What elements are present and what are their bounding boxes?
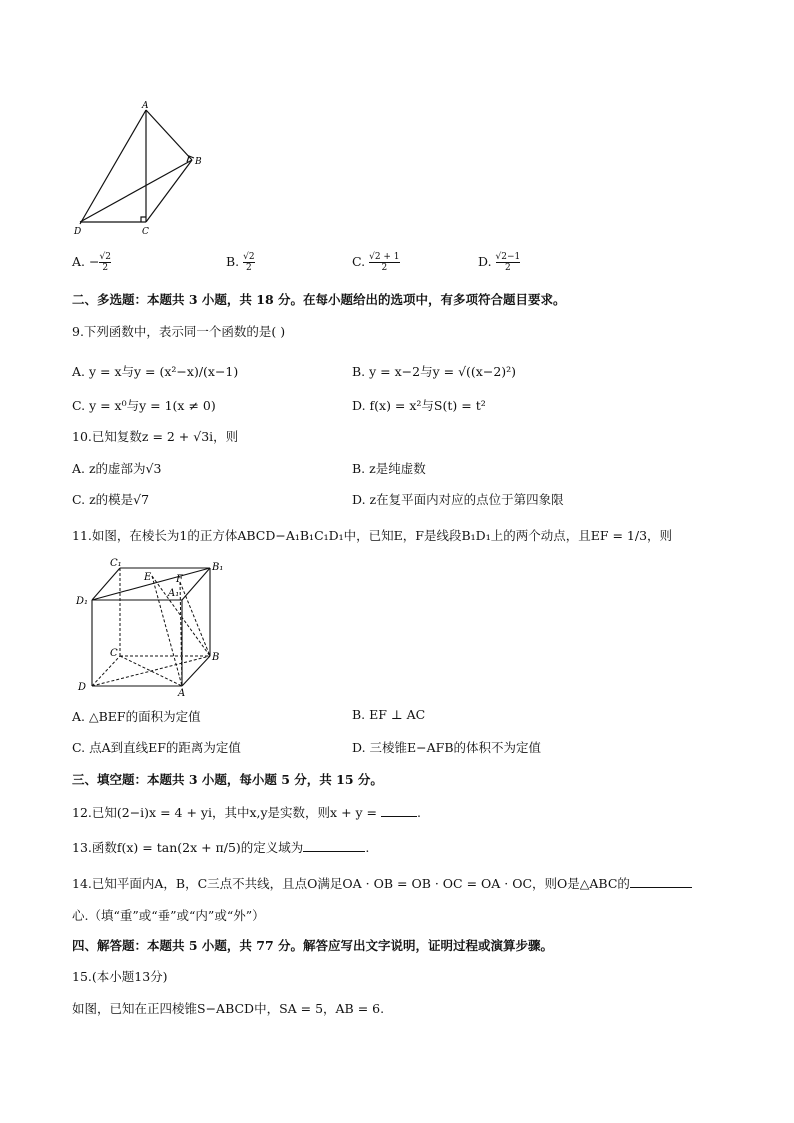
q11-stem: 11.如图，在棱长为1的正方体ABCD−A₁B₁C₁D₁中，已知E，F是线段B₁D₁上的两个动点，且EF = 1/3，则 [72,528,673,543]
cube-label-d1: D₁ [76,596,89,607]
cube-label-a1: A₁ [168,588,180,599]
q12-line: 12.已知(2−i)x = 4 + yi，其中x,y是实数，则x + y = . [72,805,421,820]
q9-option-b[interactable]: B. y = x−2与y = √((x−2)²) [352,364,517,379]
q9-option-d[interactable]: D. f(x) = x²与S(t) = t² [352,398,486,413]
fig1-label-c: C [142,227,149,237]
fig1-label-d: D [74,227,82,237]
section-heading-solutions: 四、解答题：本题共 5 小题，共 77 分。解答应写出文字说明，证明过程或演算步骤。 [72,938,554,953]
cube-label-c1: C₁ [110,558,122,569]
q11-option-b[interactable]: B. EF ⊥ AC [352,707,426,722]
cube-label-a: A [178,688,186,698]
section-heading-multiple-choice: 二、多选题：本题共 3 小题，共 18 分。在每小题给出的选项中，有多项符合题目要求。 [72,292,566,307]
cube-label-e: E [144,572,152,583]
cube-label-f: F [176,574,183,585]
q9-option-a[interactable]: A. y = x与y = (x²−x)/(x−1) [72,364,239,379]
cube-figure [72,556,232,698]
fig1-label-b: B [195,157,202,167]
q10-stem: 10.已知复数z = 2 + √3i，则 [72,429,239,444]
section-heading-fill-in: 三、填空题：本题共 3 小题，每小题 5 分，共 15 分。 [72,772,383,787]
cube-label-b1: B₁ [212,562,224,573]
q11-option-c[interactable]: C. 点A到直线EF的距离为定值 [72,740,241,755]
q11-option-a[interactable]: A. △BEF的面积为定值 [72,709,201,724]
q13-line: 13.函数f(x) = tan(2x + π/5)的定义域为 . [72,840,370,855]
q14-answer-blank[interactable] [630,875,692,888]
fig1-label-a: A [142,101,149,111]
q14-line2: 心.（填“重”或“垂”或“内”或“外”） [72,908,265,923]
q10-option-b[interactable]: B. z是纯虚数 [352,461,426,476]
q9-option-c[interactable]: C. y = x⁰与y = 1(x ≠ 0) [72,398,216,413]
q15-text: 如图，已知在正四棱锥S−ABCD中，SA = 5，AB = 6. [72,1001,385,1016]
cube-label-c: C [110,648,118,659]
q14-line1: 14.已知平面内A，B，C三点不共线，且点O满足OA · OB = OB · OC = OA · OC，则O是△ABC的 [72,874,692,892]
q8-option-c[interactable]: C. $\frac{√2 + 1}{2}$ [352,252,400,273]
q9-stem: 9.下列函数中，表示同一个函数的是( ) [72,324,286,339]
q12-answer-blank[interactable] [381,804,417,817]
q8-option-d[interactable]: D. $\frac{√2-1}{2}$ [478,252,521,273]
q10-option-d[interactable]: D. z在复平面内对应的点位于第四象限 [352,492,564,507]
q8-option-b[interactable]: B. $\frac{√2}{2}$ [226,252,255,273]
cube-label-b: B [212,652,220,663]
math-neg-sqrt2-over-2: − $\frac{√2}{2}$ [89,252,111,273]
cube-label-d: D [78,682,87,693]
q15-title: 15.(本小题13分) [72,969,168,984]
geometry-figure-1 [70,98,210,238]
math-sqrt2-over-2: $\frac{√2}{2}$ [243,252,255,273]
math-sqrt2-minus1-over-2: $\frac{√2-1}{2}$ [495,252,521,273]
math-sqrt2-plus1-over-2: $\frac{√2 + 1}{2}$ [369,252,400,273]
q13-answer-blank[interactable] [303,839,365,852]
q11-option-d[interactable]: D. 三棱锥E−AFB的体积不为定值 [352,740,542,755]
q8-option-a[interactable]: A. − $\frac{√2}{2}$ [72,252,111,273]
q10-option-a[interactable]: A. z的虚部为√3 [72,461,162,476]
q10-option-c[interactable]: C. z的模是√7 [72,492,150,507]
